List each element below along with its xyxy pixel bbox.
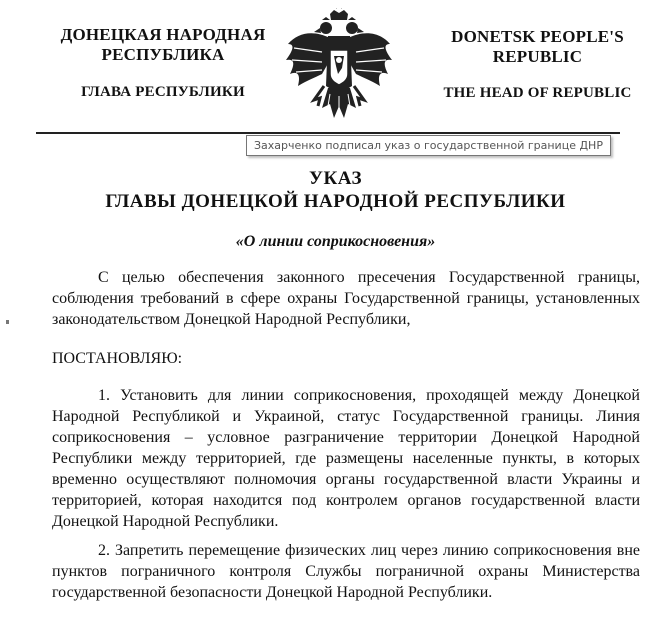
right-header-subtitle: THE HEAD OF REPUBLIC <box>443 85 632 101</box>
decree-issuer: ГЛАВЫ ДОНЕЦКОЙ НАРОДНОЙ РЕСПУБЛИКИ <box>105 191 566 212</box>
intro-paragraph <box>52 267 640 330</box>
left-header-subtitle: ГЛАВА РЕСПУБЛИКИ <box>81 84 245 100</box>
header-divider <box>36 132 620 134</box>
intro-text: С целью обеспечения законного пресечения Государственной границы, соблюдения требований в сфере охраны Государственной границы, установленных законодательством Донецкой Народной Республики, <box>52 269 640 328</box>
decree-item-1-text: 1. Установить для линии соприкосновения, проходящей между Донецкой Народной Республикой и Украиной, статус Государственной границы. Линия соприкосновения – условное разграничение территории Донецкой Народной Республики между территорией, где размещены населенные пункты, в которых временно осуществляют полномочия органы государственной власти Украины и территорией, которая находится под контролем органов государственной власти Донецкой Народной Республики. <box>52 387 640 530</box>
decree-item-1 <box>52 385 640 532</box>
decree-subject: «О линии соприкосновения» <box>235 233 436 250</box>
decree-item-2-text: 2. Запретить перемещение физических лиц через линию соприкосновения вне пунктов пограничного контроля Службы пограничной охраны Министерства государственной безопасности Донецкой Народной Республики. <box>52 542 640 601</box>
hover-tooltip: Захарченко подписал указ о государственной границе ДНР <box>246 135 611 156</box>
left-header-title: ДОНЕЦКАЯ НАРОДНАЯ РЕСПУБЛИКА <box>60 25 266 64</box>
right-header-title: DONETSK PEOPLE'S REPUBLIC <box>451 27 624 66</box>
scan-speck <box>6 320 9 324</box>
decree-title: УКАЗ <box>309 168 362 189</box>
decree-item-2 <box>52 540 640 603</box>
decree-word: ПОСТАНОВЛЯЮ: <box>52 350 183 367</box>
double-headed-eagle-emblem <box>284 8 394 128</box>
